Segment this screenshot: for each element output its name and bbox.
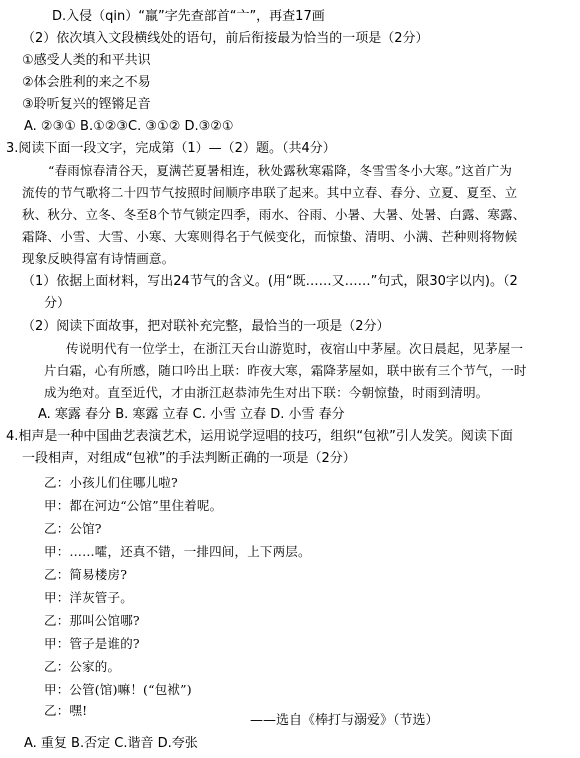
dialogue-line-2: 甲：都在河边“公馆”里住着呢。	[44, 498, 223, 513]
question-4-line-2: 一段相声，对组成“包袱”的手法判断正确的一项是（2分）	[22, 451, 356, 466]
dialogue-line-8: 甲：管子是谁的?	[44, 636, 140, 651]
dialogue-line-1: 乙：小孩儿们住哪儿啦?	[44, 475, 178, 490]
question-2-prompt: （2）依次填入文段横线处的语句，前后衔接最为恰当的一项是（2分）	[22, 31, 429, 46]
question-2-options: A. ②③① B.①②③C. ③①② D.③②①	[24, 119, 234, 134]
question-4-line-1: 4.相声是一种中国曲艺表演艺术，运用说学逗唱的技巧，组织“包袱”引人发笑。阅读下面	[6, 429, 513, 444]
question-3-title: 3.阅读下面一段文字，完成第（1）—（2）题。（共4分）	[6, 141, 336, 156]
story-line-3: 成为绝对。直至近代，才由浙江赵恭沛先生对出下联：今朝惊蛰，时雨到清明。	[44, 385, 489, 400]
passage-line-4: 霜降、小雪、大雪、小寒、大寒则得名于气候变化，而惊蛰、清明、小满、芒种则将物候	[22, 229, 518, 244]
passage-line-1: “春雨惊春清谷天，夏满芒夏暑相连，秋处露秋寒霜降，冬雪雪冬小大寒。”这首广为	[48, 163, 513, 178]
passage-line-3: 秋、秋分、立冬、冬至8个节气锁定四季，雨水、谷雨、小暑、大暑、处暑、白露、寒露、	[22, 207, 526, 222]
dialogue-line-6: 甲：洋灰管子。	[44, 590, 133, 605]
source-citation: ——选自《棒打与溺爱》（节选）	[250, 713, 439, 728]
dialogue-line-3: 乙：公馆?	[44, 521, 102, 536]
dialogue-line-10: 甲：公管(馆)嘛！(“包袱”)	[44, 682, 192, 697]
subquestion-2-options: A. 寒露 春分 B. 寒露 立春 C. 小雪 立春 D. 小雪 春分	[38, 407, 345, 422]
sentence-1: ①感受人类的和平共识	[22, 53, 151, 68]
dialogue-line-7: 乙：那叫公馆哪?	[44, 613, 140, 628]
passage-line-5: 现象反映得富有诗情画意。	[22, 251, 175, 266]
story-line-1: 传说明代有一位学士，在浙江天台山游览时，夜宿山中茅屋。次日晨起，见茅屋一	[66, 341, 524, 356]
sentence-2: ②体会胜利的来之不易	[22, 75, 151, 90]
subquestion-1-line-1: （1）依据上面材料，写出24节气的含义。(用“既……又……”句式，限30字以内)。（2	[22, 274, 518, 289]
dialogue-line-4: 甲：……嚯，还真不错，一排四间，上下两层。	[44, 544, 311, 559]
story-line-2: 片白霜，心有所感，随口吟出上联：昨夜大寒，霜降茅屋如，联中嵌有三个节气，一时	[44, 363, 527, 378]
subquestion-1-line-2: 分）	[44, 296, 71, 311]
dialogue-line-11: 乙：嘿!	[44, 703, 88, 718]
dialogue-line-9: 乙：公家的。	[44, 659, 121, 674]
subquestion-2-prompt: （2）阅读下面故事，把对联补充完整，最恰当的一项是（2分）	[22, 319, 390, 334]
question-4-options: A. 重复 B.否定 C.谐音 D.夸张	[24, 736, 198, 751]
passage-line-2: 流传的节气歌将二十四节气按照时间顺序串联了起来。其中立春、春分、立夏、夏至、立	[22, 185, 518, 200]
sentence-3: ③聆听复兴的铿锵足音	[22, 97, 151, 112]
dialogue-line-5: 乙：简易楼房?	[44, 567, 128, 582]
option-d-line: D.入侵（qin）“羸”字先查部首“亠”，再查17画	[52, 9, 325, 24]
